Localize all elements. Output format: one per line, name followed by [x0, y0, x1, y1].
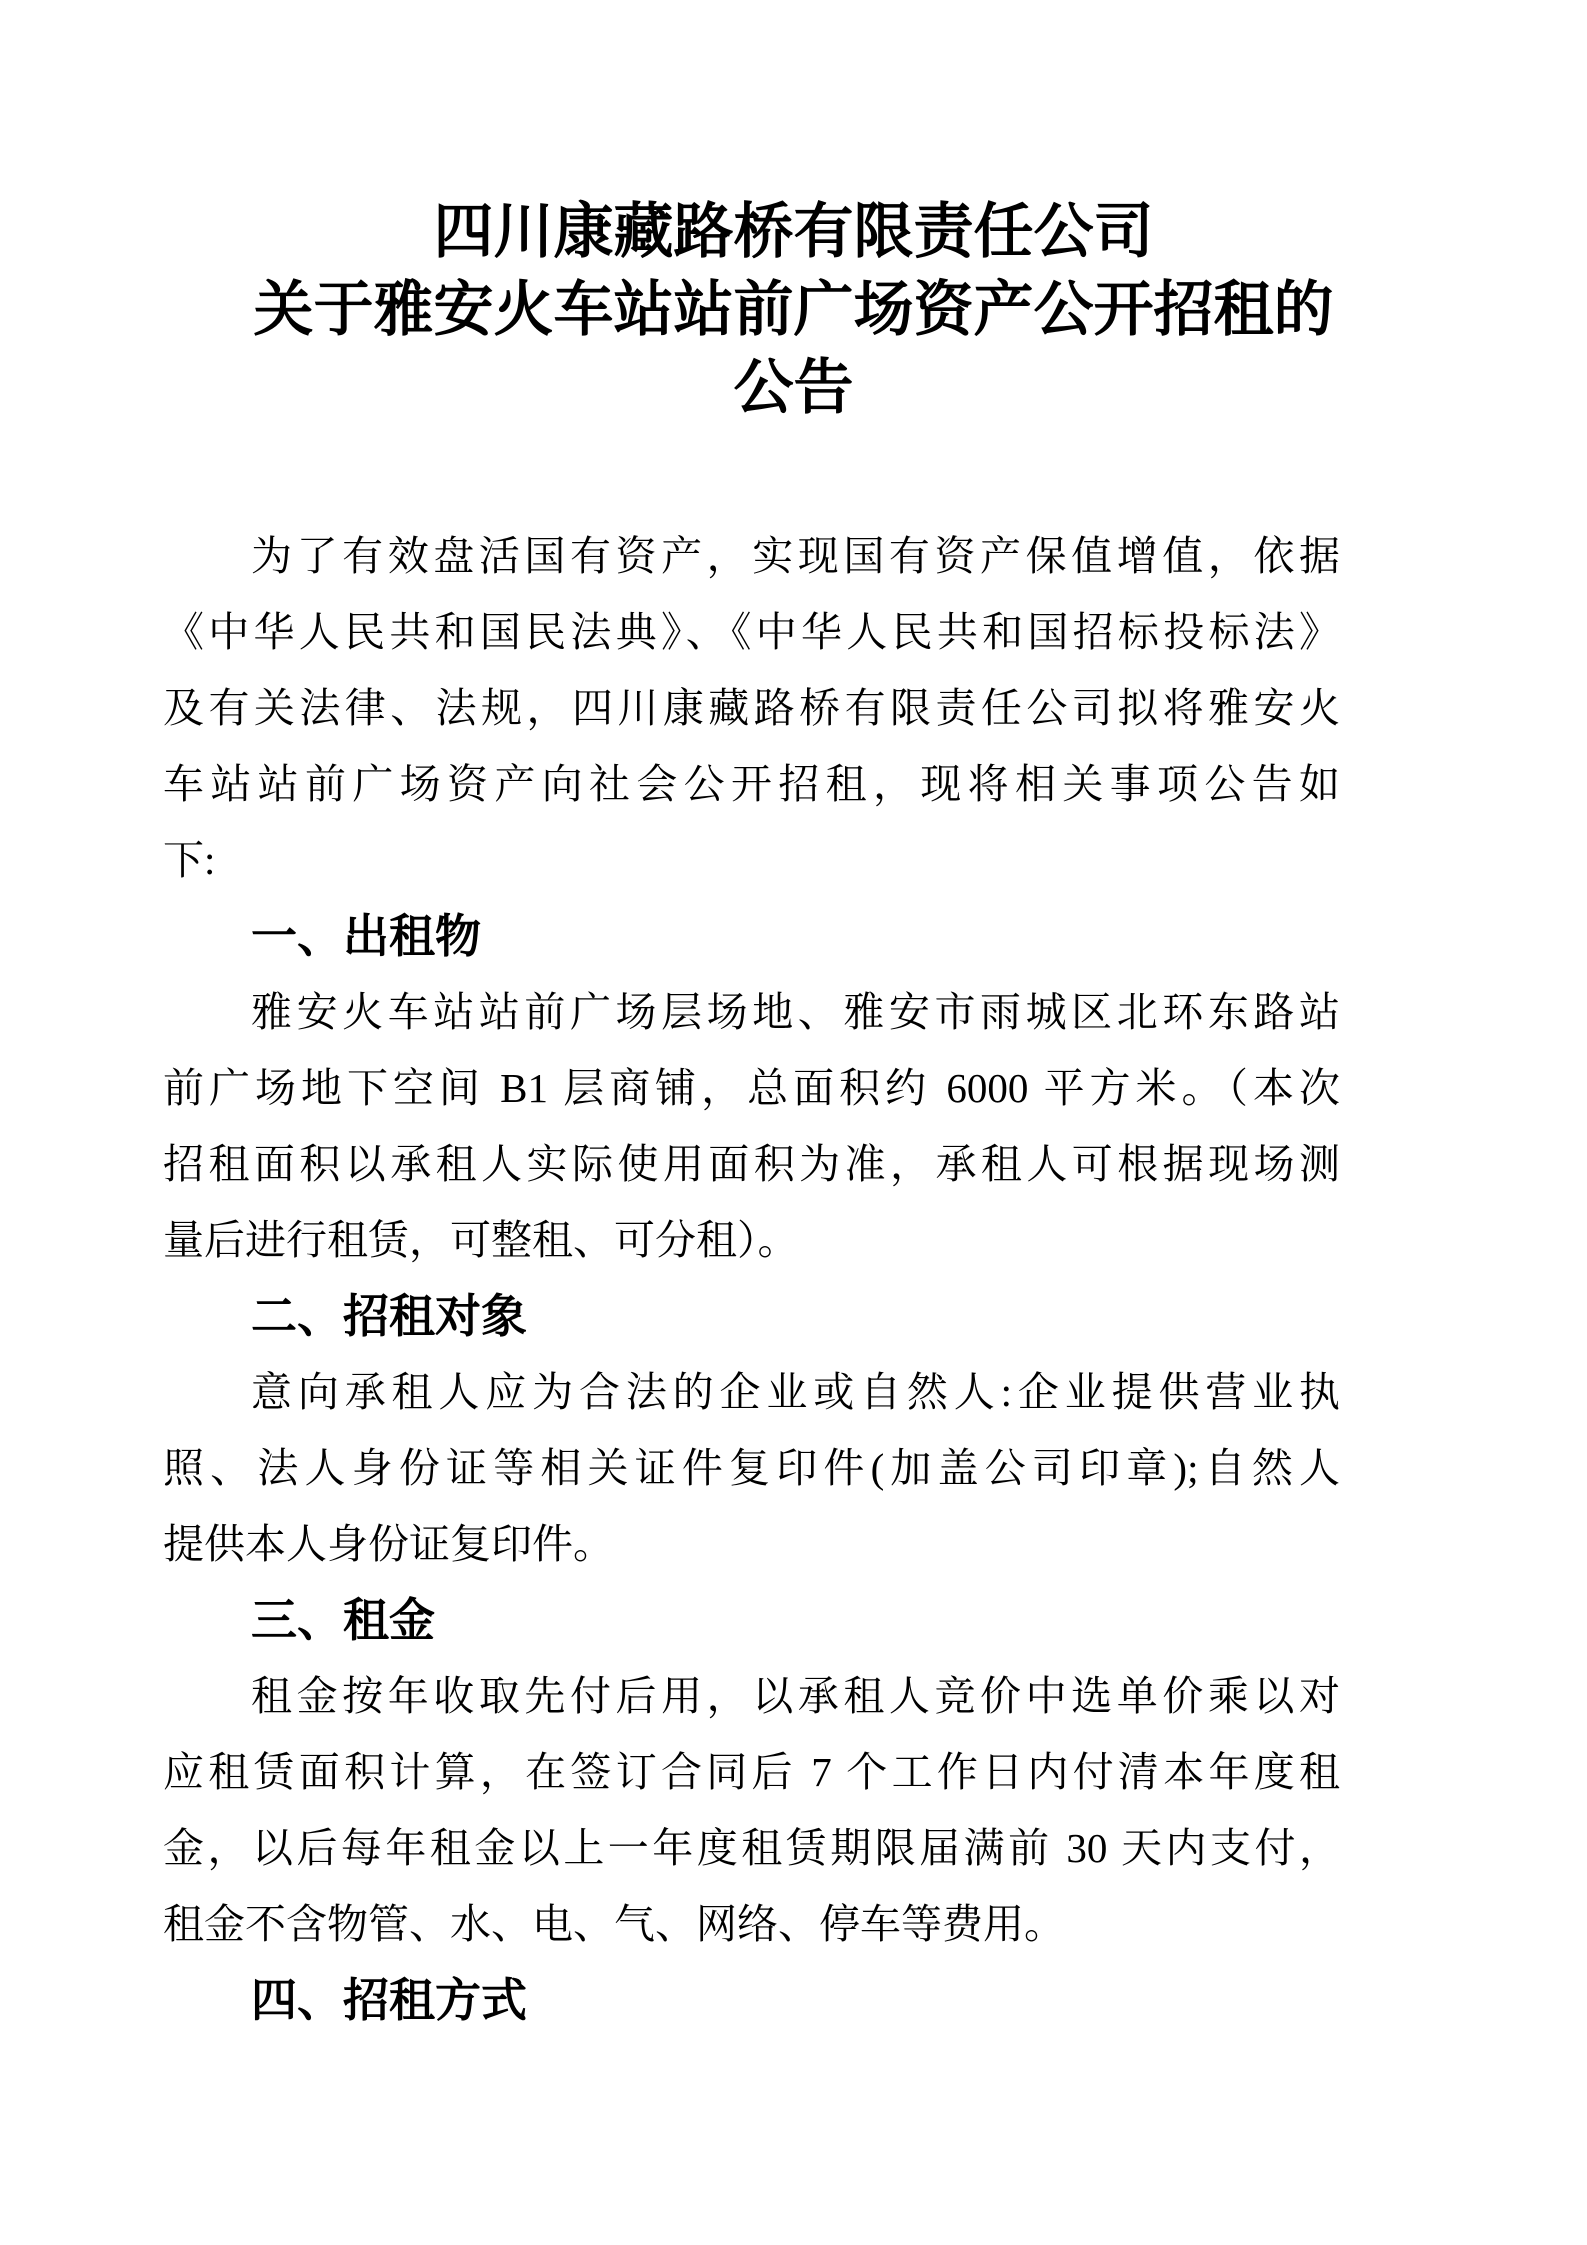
body-line: 租金按年收取先付后用，以承租人竞价中选单价乘以对: [251, 1673, 1340, 1719]
body-line: 雅安火车站站前广场层场地、雅安市雨城区北环东路站: [251, 989, 1340, 1035]
section-1-paragraph: [163, 974, 1340, 1278]
body-line: 金，以后每年租金以上一年度租赁期限届满前 30 天内支付，: [163, 1825, 1340, 1871]
body-line: 前广场地下空间 B1 层商铺，总面积约 6000 平方米。（本次: [163, 1065, 1340, 1111]
body-line: 提供本人身份证复印件。: [163, 1521, 614, 1567]
body-line: 照、法人身份证等相关证件复印件(加盖公司印章);自然人: [163, 1445, 1340, 1491]
body-line: 应租赁面积计算，在签订合同后 7 个工作日内付清本年度租: [163, 1749, 1340, 1795]
title-line-1: 四川康藏路桥有限责任公司: [433, 199, 1154, 265]
title-line-3: 公告: [733, 355, 854, 421]
body-line: 为了有效盘活国有资产，实现国有资产保值增值，依据: [251, 533, 1340, 579]
body-line: 意向承租人应为合法的企业或自然人:企业提供营业执: [251, 1369, 1340, 1415]
section-3-paragraph: [163, 1658, 1340, 1962]
body-line: 《中华人民共和国民法典》、《中华人民共和国招标投标法》: [163, 609, 1340, 655]
document-body: [163, 518, 1340, 2038]
section-3-heading: 三、租金: [251, 1594, 435, 1646]
section-4-heading: 四、招租方式: [251, 1974, 527, 2026]
body-line: 量后进行租赁，可整租、可分租）。: [163, 1217, 799, 1263]
body-line: 及有关法律、法规，四川康藏路桥有限责任公司拟将雅安火: [163, 685, 1340, 731]
title-line-2: 关于雅安火车站站前广场资产公开招租的: [253, 277, 1334, 343]
body-line: 招租面积以承租人实际使用面积为准，承租人可根据现场测: [163, 1141, 1340, 1187]
section-2-paragraph: [163, 1354, 1340, 1582]
section-1-heading: 一、出租物: [251, 910, 481, 962]
intro-paragraph: [163, 518, 1340, 898]
body-line: 下:: [163, 837, 216, 883]
section-2-heading: 二、招租对象: [251, 1290, 527, 1342]
body-line: 租金不含物管、水、电、气、网络、停车等费用。: [163, 1901, 1065, 1947]
body-line: 车站站前广场资产向社会公开招租，现将相关事项公告如: [163, 761, 1340, 807]
document-title: [0, 193, 1587, 427]
